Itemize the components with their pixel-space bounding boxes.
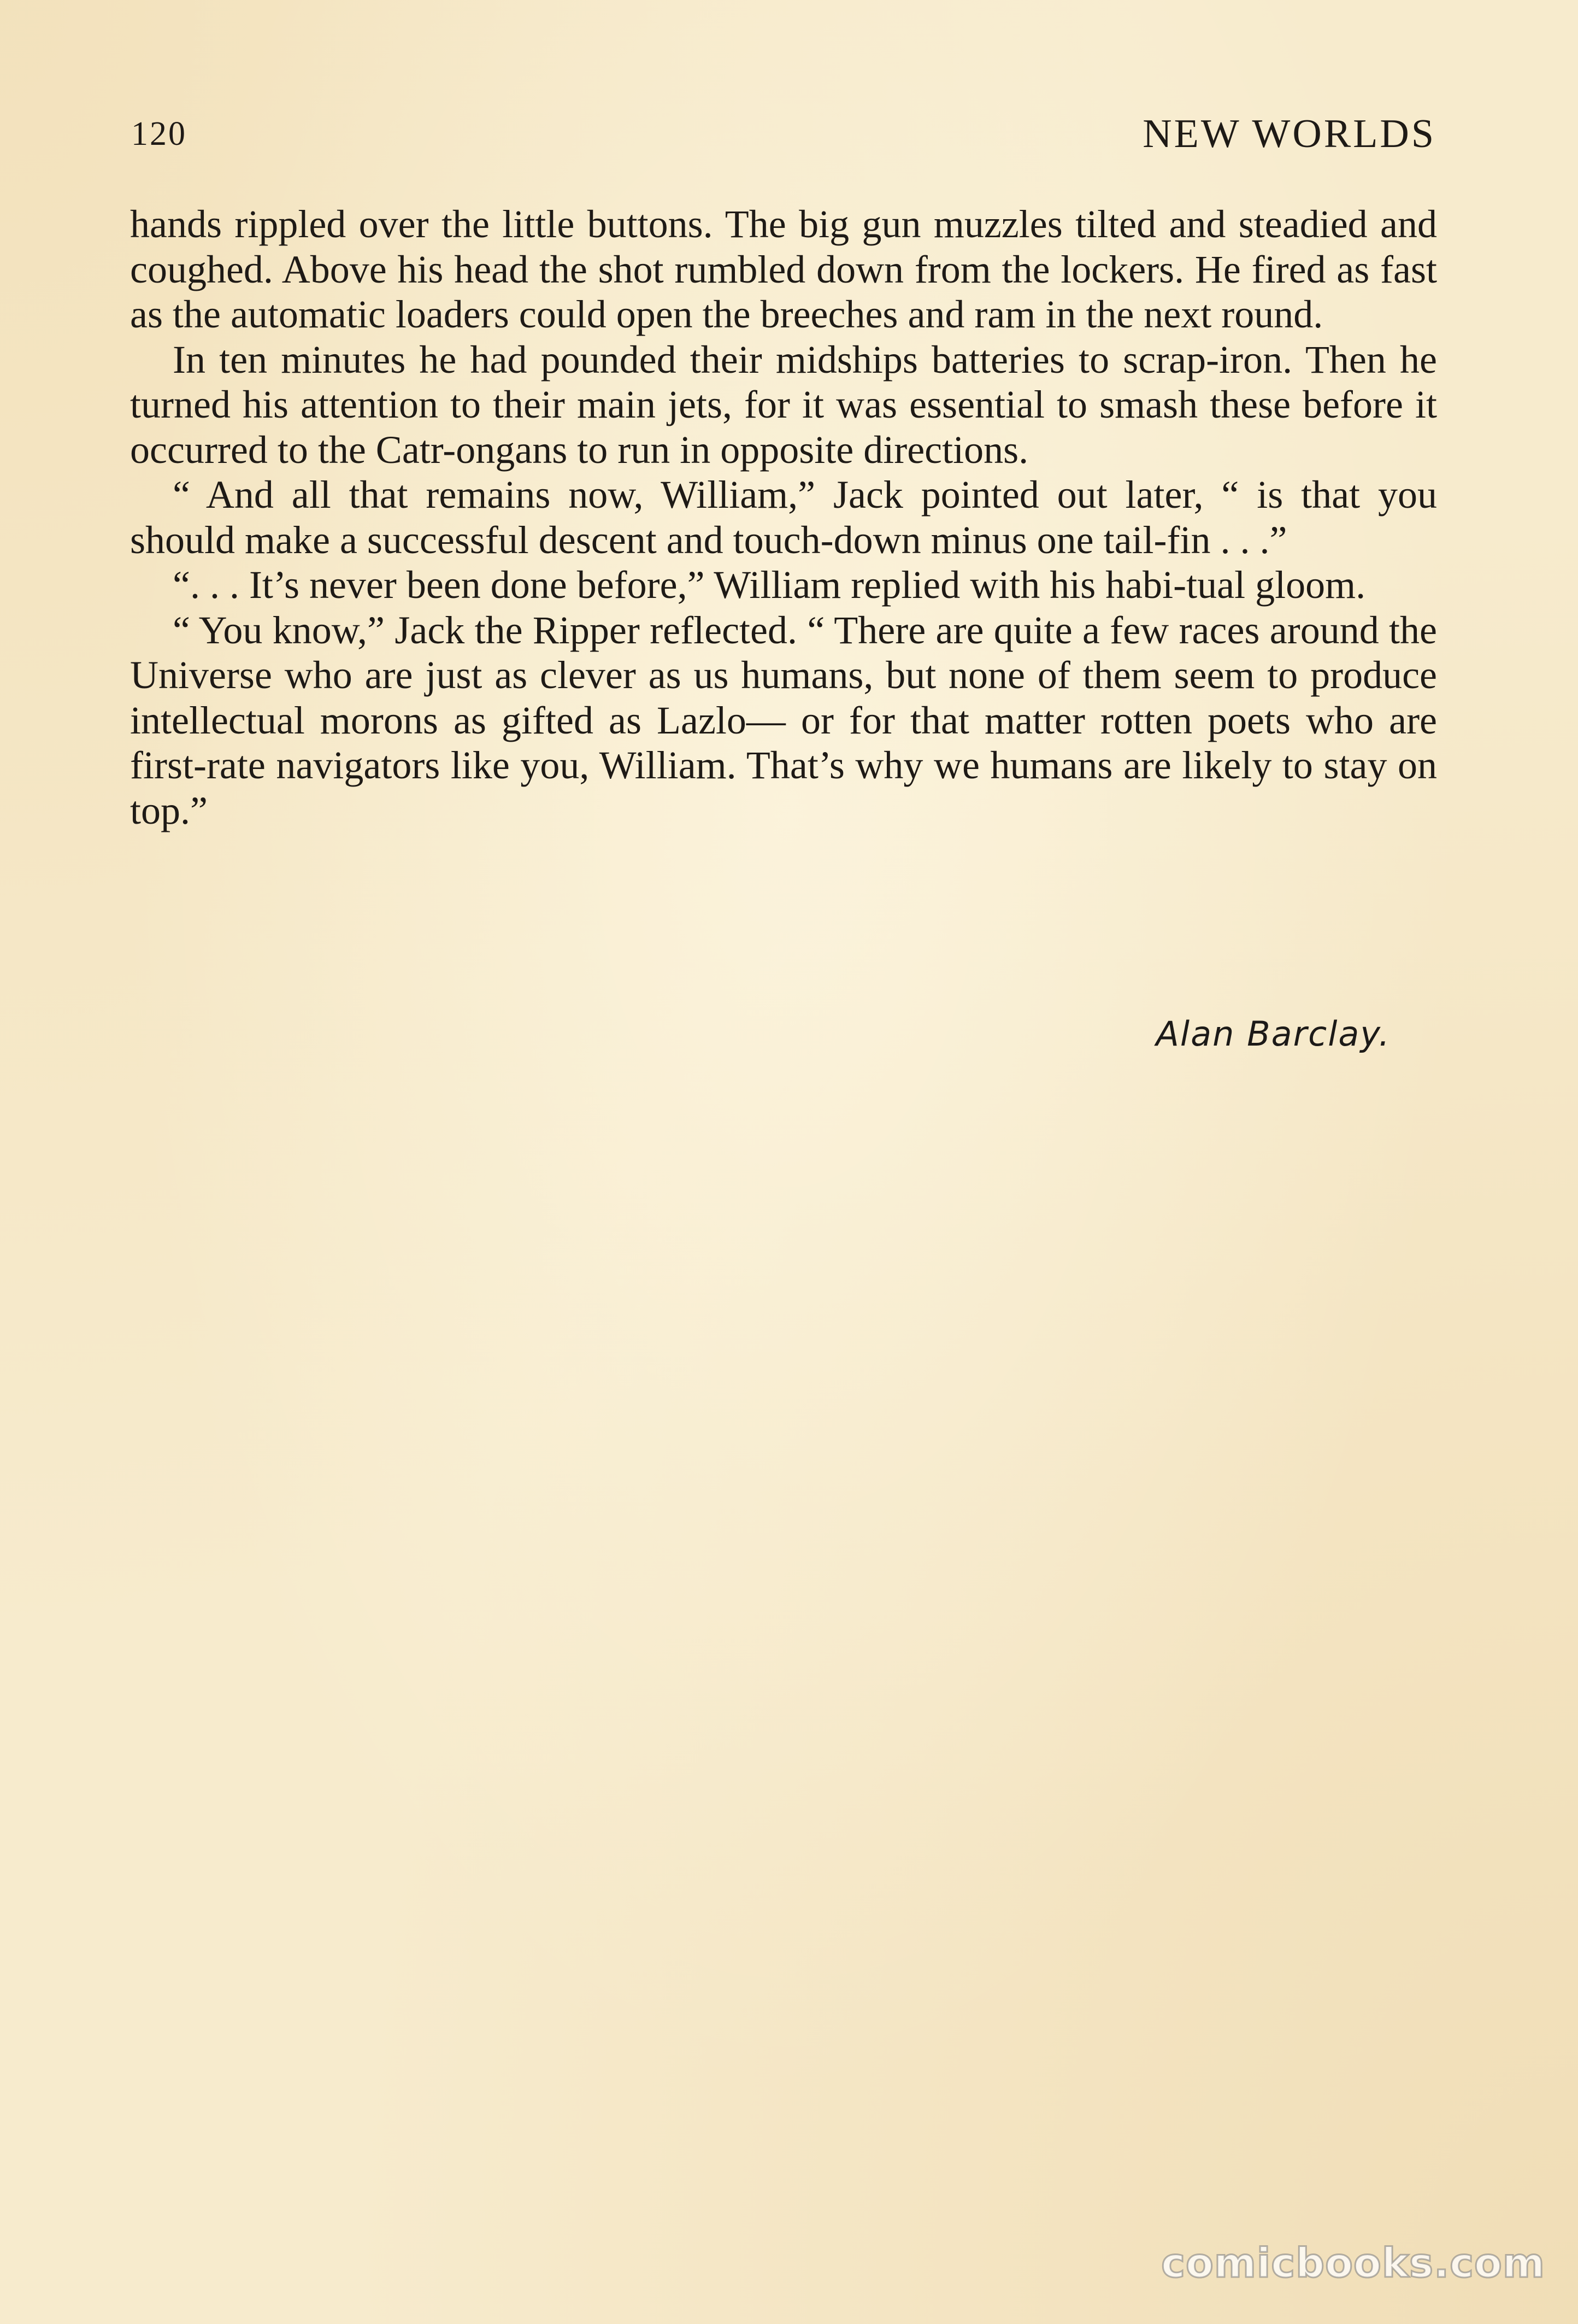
running-title: NEW WORLDS [1143,111,1436,156]
story-text [130,202,1437,833]
author-signature: Alan Barclay. [1156,1014,1391,1054]
paragraph: “. . . It’s never been done before,” William replied with his habi-tual gloom. [173,563,1366,607]
page-header [131,107,1436,161]
paragraph: In ten minutes he had pounded their midships batteries to scrap-iron. Then he turned his attention to their main jets, for it was essential to smash these before it occurred to the Catr-ongans to run in opposite directions. [130,337,1437,472]
page-number: 120 [131,115,187,152]
paragraph: hands rippled over the little buttons. The big gun muzzles tilted and steadied and coughed. Above his head the shot rumbled down from the lockers. He fired as fast as the automatic loaders could open the breeches and ram in the next round. [130,202,1437,336]
site-watermark: comicbooks.com [1161,2240,1545,2287]
paragraph: “ And all that remains now, William,” Jack pointed out later, “ is that you should make a successful descent and touch-down minus one tail-fin . . .” [130,473,1437,562]
paragraph: “ You know,” Jack the Ripper reflected. “ There are quite a few races around the Universe who are just as clever as us humans, but none of them seem to produce intellectual morons as gifted as Lazlo— or for that matter rotten poets who are first-rate navigators like you, William. That’s why we humans are likely to stay on top.” [130,608,1437,832]
